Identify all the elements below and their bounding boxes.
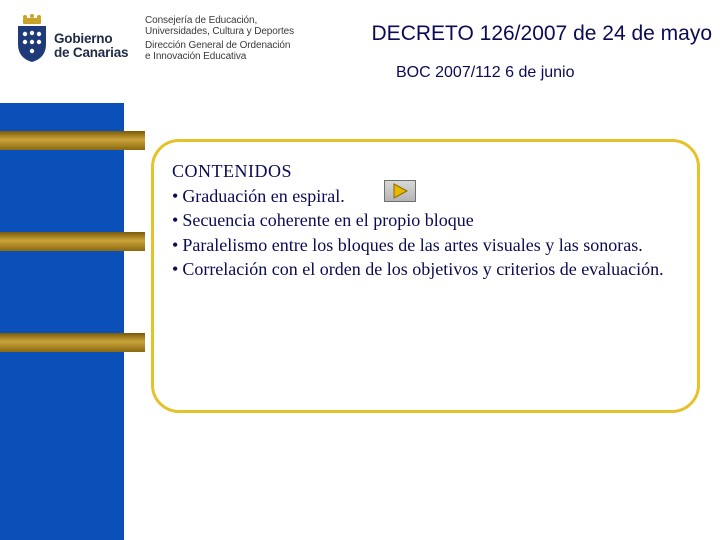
bullet: • bbox=[172, 234, 179, 255]
gold-stripe bbox=[0, 131, 145, 150]
org-name bbox=[54, 32, 144, 60]
dept-line-4: e Innovación Educativa bbox=[145, 50, 247, 62]
dept-line-1: Consejería de Educación, bbox=[145, 15, 258, 26]
play-button[interactable] bbox=[384, 180, 416, 202]
org-name-line2: de Canarias bbox=[54, 45, 129, 60]
dept-line-3: Dirección General de Ordenación bbox=[145, 40, 291, 51]
coat-of-arms-icon bbox=[14, 14, 50, 64]
list-item-text: Secuencia coherente en el propio bloque bbox=[182, 210, 474, 230]
left-accent-bar bbox=[0, 103, 124, 540]
content-text bbox=[172, 159, 677, 282]
dept-line-2: Universidades, Cultura y Deportes bbox=[145, 25, 294, 37]
department-name bbox=[145, 16, 315, 62]
list-item bbox=[172, 184, 677, 209]
bullet: • bbox=[172, 210, 179, 230]
list-item bbox=[172, 257, 677, 282]
list-item bbox=[172, 233, 677, 258]
bullet: • bbox=[172, 259, 179, 279]
gobierno-de-canarias-logo bbox=[14, 14, 134, 64]
content-heading: CONTENIDOS bbox=[172, 161, 292, 181]
list-item-text: Graduación en espiral. bbox=[182, 185, 345, 206]
list-item-text: Correlación con el orden de los objetivos y criterios de evaluación. bbox=[182, 259, 664, 279]
page-title: DECRETO 126/2007 de 24 de mayo bbox=[371, 22, 712, 45]
page-subtitle: BOC 2007/112 6 de junio bbox=[396, 64, 575, 81]
list-item bbox=[172, 208, 677, 233]
list-item-text: Paralelismo entre los bloques de las artes visuales y las sonoras. bbox=[182, 234, 643, 255]
org-name-line1: Gobierno bbox=[54, 31, 113, 46]
gold-stripe bbox=[0, 333, 145, 352]
play-icon bbox=[385, 181, 415, 201]
gold-stripe bbox=[0, 232, 145, 251]
bullet: • bbox=[172, 185, 179, 206]
